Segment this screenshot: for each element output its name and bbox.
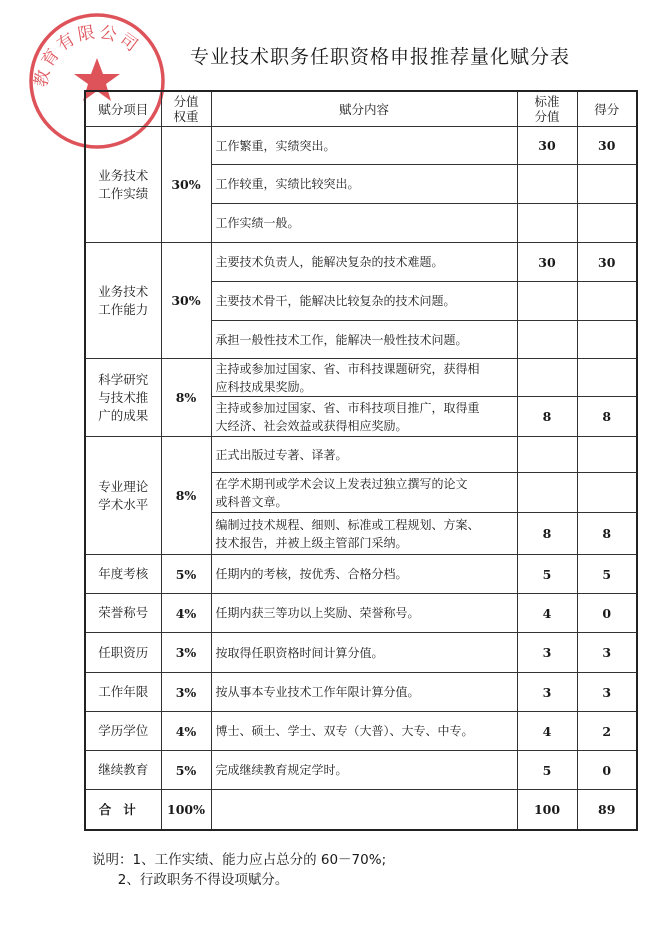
table-row xyxy=(85,633,637,673)
header-weight: 分值 权重 xyxy=(161,91,211,127)
item-cell: 任职资历 xyxy=(85,633,161,673)
weight-cell: 8% xyxy=(161,437,211,555)
item-cell: 学历学位 xyxy=(85,712,161,751)
standard-cell xyxy=(517,165,577,204)
standard-cell: 8 xyxy=(517,397,577,437)
table-header-row xyxy=(85,91,637,127)
standard-cell: 30 xyxy=(517,127,577,165)
content-cell: 主持或参加过国家、省、市科技项目推广，取得重 大经济、社会效益或获得相应奖励。 xyxy=(211,397,517,437)
standard-cell xyxy=(517,473,577,513)
content-cell: 在学术期刊或学术会议上发表过独立撰写的论文 或科普文章。 xyxy=(211,473,517,513)
score-cell xyxy=(577,359,637,397)
score-cell xyxy=(577,165,637,204)
table-row xyxy=(85,243,637,282)
standard-cell: 8 xyxy=(517,513,577,555)
item-cell: 专业理论 学术水平 xyxy=(85,437,161,555)
page-title: 专业技术职务任职资格申报推荐量化赋分表 xyxy=(189,46,570,68)
standard-cell xyxy=(517,359,577,397)
weight-cell: 30% xyxy=(161,127,211,243)
content-cell: 编制过技术规程、细则、标准或工程规划、方案、 技术报告，并被上级主管部门采纳。 xyxy=(211,513,517,555)
content-cell: 任期内获三等功以上奖励、荣誉称号。 xyxy=(211,594,517,633)
item-cell: 荣誉称号 xyxy=(85,594,161,633)
table-row xyxy=(85,712,637,751)
content-cell: 按取得任职资格时间计算分值。 xyxy=(211,633,517,673)
table-row xyxy=(85,555,637,594)
item-cell: 业务技术 工作能力 xyxy=(85,243,161,359)
header-item: 赋分项目 xyxy=(85,91,161,127)
content-cell: 博士、硕士、学士、双专（大普）、大专、中专。 xyxy=(211,712,517,751)
item-cell: 工作年限 xyxy=(85,673,161,712)
standard-cell xyxy=(517,437,577,473)
standard-cell xyxy=(517,204,577,243)
table-row xyxy=(85,751,637,790)
score-cell xyxy=(577,282,637,321)
table-row xyxy=(85,437,637,473)
score-cell: 2 xyxy=(577,712,637,751)
content-cell: 工作较重，实绩比较突出。 xyxy=(211,165,517,204)
table-row xyxy=(85,127,637,165)
item-cell: 业务技术 工作实绩 xyxy=(85,127,161,243)
table-row xyxy=(85,594,637,633)
item-cell: 年度考核 xyxy=(85,555,161,594)
total-score: 89 xyxy=(577,790,637,830)
header-score: 得分 xyxy=(577,91,637,127)
standard-cell xyxy=(517,282,577,321)
standard-cell: 4 xyxy=(517,712,577,751)
content-cell: 承担一般性技术工作，能解决一般性技术问题。 xyxy=(211,321,517,359)
score-cell: 8 xyxy=(577,513,637,555)
content-cell: 主持或参加过国家、省、市科技课题研究，获得相 应科技成果奖励。 xyxy=(211,359,517,397)
score-cell xyxy=(577,473,637,513)
weight-cell: 4% xyxy=(161,594,211,633)
content-cell: 主要技术骨干，能解决比较复杂的技术问题。 xyxy=(211,282,517,321)
content-cell: 按从事本专业技术工作年限计算分值。 xyxy=(211,673,517,712)
item-cell: 继续教育 xyxy=(85,751,161,790)
total-weight: 100% xyxy=(161,790,211,830)
table-row xyxy=(85,673,637,712)
standard-cell: 5 xyxy=(517,751,577,790)
header-content: 赋分内容 xyxy=(211,91,517,127)
note-line-2: 2、行政职务不得设项赋分。 xyxy=(92,872,289,888)
content-cell: 完成继续教育规定学时。 xyxy=(211,751,517,790)
total-row xyxy=(85,790,637,830)
standard-cell: 5 xyxy=(517,555,577,594)
standard-cell: 30 xyxy=(517,243,577,282)
score-cell: 8 xyxy=(577,397,637,437)
total-label: 合计 xyxy=(85,790,161,830)
weight-cell: 5% xyxy=(161,751,211,790)
content-cell: 任期内的考核，按优秀、合格分档。 xyxy=(211,555,517,594)
score-cell: 3 xyxy=(577,673,637,712)
table-row xyxy=(85,359,637,397)
standard-cell: 3 xyxy=(517,633,577,673)
score-cell xyxy=(577,321,637,359)
content-cell: 正式出版过专著、译著。 xyxy=(211,437,517,473)
header-standard: 标准 分值 xyxy=(517,91,577,127)
score-cell: 5 xyxy=(577,555,637,594)
score-cell xyxy=(577,204,637,243)
content-cell: 主要技术负责人，能解决复杂的技术难题。 xyxy=(211,243,517,282)
standard-cell: 3 xyxy=(517,673,577,712)
item-cell: 科学研究 与技术推 广的成果 xyxy=(85,359,161,437)
total-standard: 100 xyxy=(517,790,577,830)
score-cell: 30 xyxy=(577,127,637,165)
weight-cell: 3% xyxy=(161,633,211,673)
note-line-1: 说明：1、工作实绩、能力应占总分的 60－70%; xyxy=(92,852,387,868)
weight-cell: 30% xyxy=(161,243,211,359)
weight-cell: 5% xyxy=(161,555,211,594)
score-cell xyxy=(577,437,637,473)
weight-cell: 4% xyxy=(161,712,211,751)
score-cell: 30 xyxy=(577,243,637,282)
standard-cell xyxy=(517,321,577,359)
seal-text: 教育有限公司 xyxy=(31,22,144,89)
weight-cell: 8% xyxy=(161,359,211,437)
score-cell: 0 xyxy=(577,594,637,633)
content-cell: 工作实绩一般。 xyxy=(211,204,517,243)
score-cell: 0 xyxy=(577,751,637,790)
notes xyxy=(92,850,386,890)
scoring-table xyxy=(84,90,638,831)
standard-cell: 4 xyxy=(517,594,577,633)
total-content-cell xyxy=(211,790,517,830)
content-cell: 工作繁重，实绩突出。 xyxy=(211,127,517,165)
weight-cell: 3% xyxy=(161,673,211,712)
score-cell: 3 xyxy=(577,633,637,673)
